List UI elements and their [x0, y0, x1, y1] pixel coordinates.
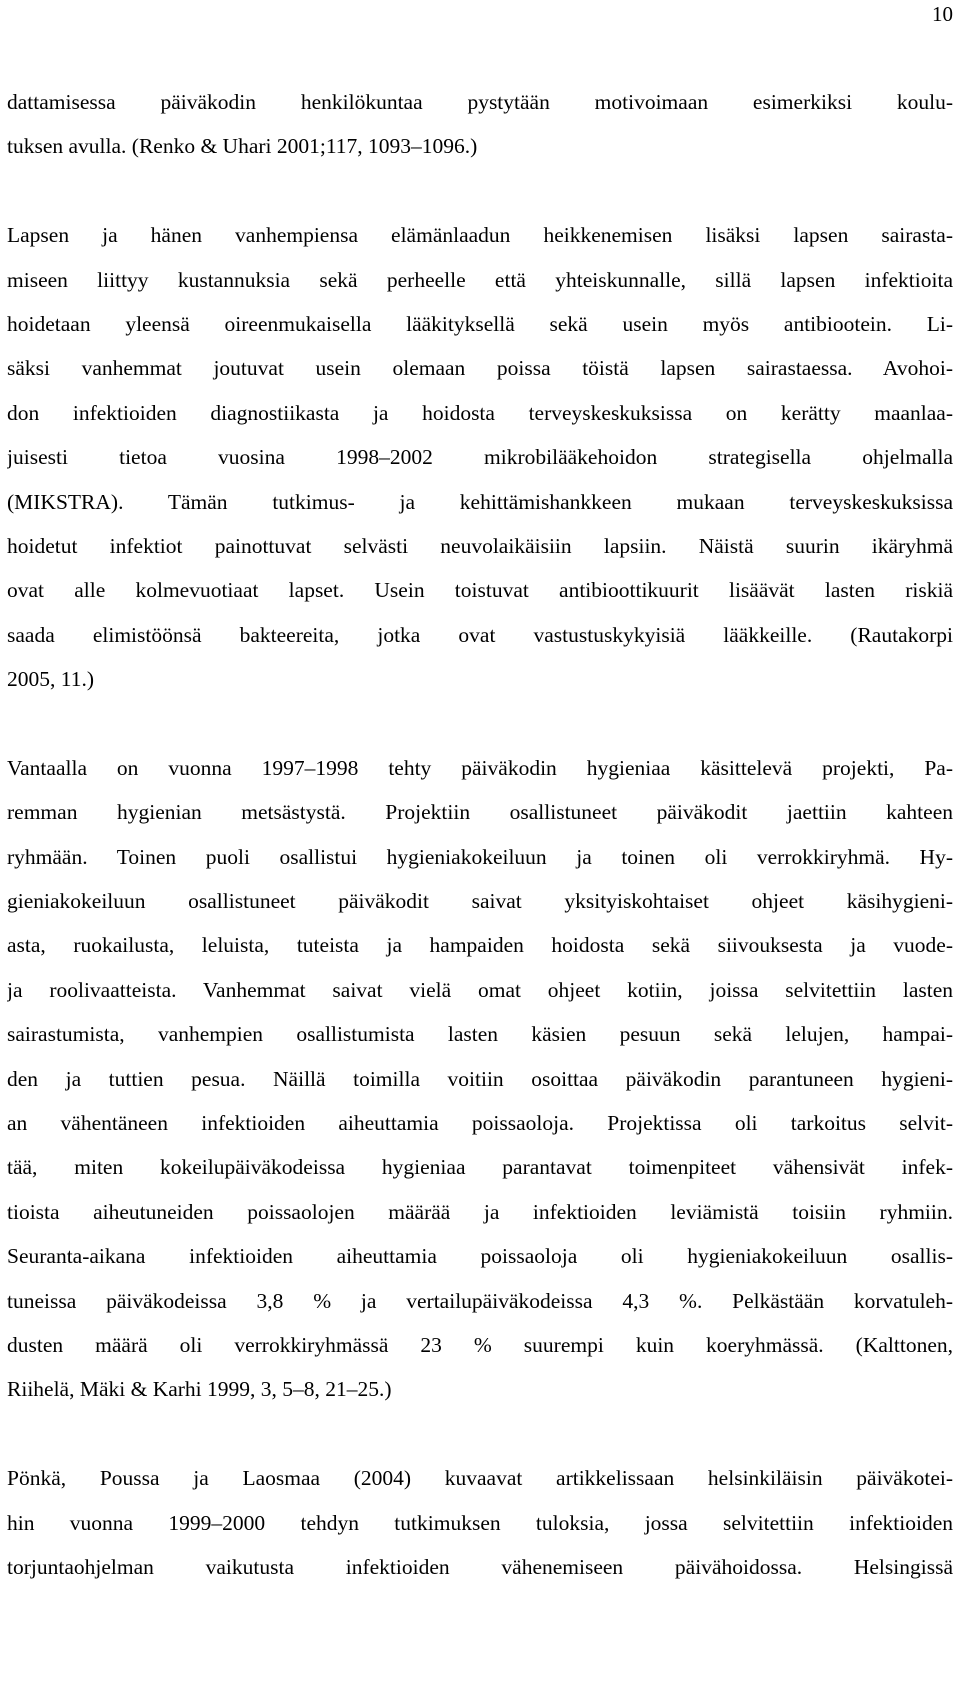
text-line: torjuntaohjelman vaikutusta infektioiden vähenemiseen päivähoidossa. Helsingissä — [7, 1554, 953, 1579]
text-line: Vantaalla on vuonna 1997–1998 tehty päiväkodin hygieniaa käsittelevä projekti, Pa- — [7, 755, 953, 780]
page-number: 10 — [932, 2, 953, 26]
text-line: don infektioiden diagnostiikasta ja hoidosta terveyskeskuksissa on kerätty maanlaa- — [7, 400, 953, 425]
body-text — [7, 80, 953, 1589]
text-line: an vähentäneen infektioiden aiheuttamia poissaoloja. Projektissa oli tarkoitus selvit- — [7, 1110, 953, 1135]
text-line: Lapsen ja hänen vanhempiensa elämänlaadun heikkenemisen lisäksi lapsen sairasta- — [7, 223, 953, 248]
text-line: hoidetut infektiot painottuvat selvästi neuvolaikäisiin lapsiin. Näistä suurin ikäryhmä — [7, 533, 953, 558]
text-line: ja roolivaatteista. Vanhemmat saivat vielä omat ohjeet kotiin, joissa selvitettiin lasten — [7, 977, 953, 1002]
paragraph-gap — [7, 701, 953, 745]
text-line: juisesti tietoa vuosina 1998–2002 mikrobilääkehoidon strategisella ohjelmalla — [7, 445, 953, 470]
text-line: Riihelä, Mäki & Karhi 1999, 3, 5–8, 21–25.) — [7, 1377, 392, 1402]
text-line: ryhmään. Toinen puoli osallistui hygieniakokeiluun ja toinen oli verrokkiryhmä. Hy- — [7, 844, 953, 869]
text-line: tuksen avulla. (Renko & Uhari 2001;117, 1093–1096.) — [7, 134, 478, 159]
text-line: hoidetaan yleensä oireenmukaisella lääkityksellä sekä usein myös antibiootein. Li- — [7, 311, 953, 336]
paragraph-illness-costs — [7, 213, 953, 701]
text-line: den ja tuttien pesua. Näillä toimilla voitiin osoittaa päiväkodin parantuneen hygieni- — [7, 1066, 953, 1091]
text-line: 2005, 11.) — [7, 667, 94, 692]
text-line: Seuranta-aikana infektioiden aiheuttamia poissaoloja oli hygieniakokeiluun osallis- — [7, 1244, 953, 1269]
text-line: dusten määrä oli verrokkiryhmässä 23 % suurempi kuin koeryhmässä. (Kalttonen, — [7, 1332, 953, 1357]
text-line: (MIKSTRA). Tämän tutkimus- ja kehittämishankkeen mukaan terveyskeskuksissa — [7, 489, 953, 514]
text-line: ovat alle kolmevuotiaat lapset. Usein toistuvat antibioottikuurit lisäävät lasten riskiä — [7, 578, 953, 603]
text-line: asta, ruokailusta, leluista, tuteista ja hampaiden hoidosta sekä siivouksesta ja vuode- — [7, 933, 953, 958]
paragraph-gap — [7, 1412, 953, 1456]
text-line: tioista aiheutuneiden poissaolojen määrää ja infektioiden leviämistä toisiin ryhmiin. — [7, 1199, 953, 1224]
text-line: miseen liittyy kustannuksia sekä perheelle että yhteiskunnalle, sillä lapsen infektioita — [7, 267, 953, 292]
text-line: gieniakokeiluun osallistuneet päiväkodit saivat yksityiskohtaiset ohjeet käsihygieni- — [7, 889, 953, 914]
paragraph-vantaa-hygiene-project — [7, 746, 953, 1412]
text-line: säksi vanhemmat joutuvat usein olemaan poissa töistä lapsen sairastaessa. Avohoi- — [7, 356, 953, 381]
paragraph-daycare-staff-motivation — [7, 80, 953, 169]
paragraph-helsinki-study — [7, 1456, 953, 1589]
text-line: tuneissa päiväkodeissa 3,8 % ja vertailupäiväkodeissa 4,3 %. Pelkästään korvatuleh- — [7, 1288, 953, 1313]
text-line: remman hygienian metsästystä. Projektiin osallistuneet päiväkodit jaettiin kahteen — [7, 800, 953, 825]
text-line: dattamisessa päiväkodin henkilökuntaa pystytään motivoimaan esimerkiksi koulu- — [7, 90, 953, 114]
text-line: tää, miten kokeilupäiväkodeissa hygieniaa parantavat toimenpiteet vähensivät infek- — [7, 1155, 953, 1180]
paragraph-gap — [7, 169, 953, 213]
text-line: saada elimistöönsä bakteereita, jotka ovat vastustuskykyisiä lääkkeille. (Rautakorpi — [7, 622, 953, 647]
text-line: Pönkä, Poussa ja Laosmaa (2004) kuvaavat artikkelissaan helsinkiläisin päiväkotei- — [7, 1466, 953, 1491]
text-line: hin vuonna 1999–2000 tehdyn tutkimuksen tuloksia, jossa selvitettiin infektioiden — [7, 1510, 953, 1535]
text-line: sairastumista, vanhempien osallistumista lasten käsien pesuun sekä lelujen, hampai- — [7, 1022, 953, 1047]
